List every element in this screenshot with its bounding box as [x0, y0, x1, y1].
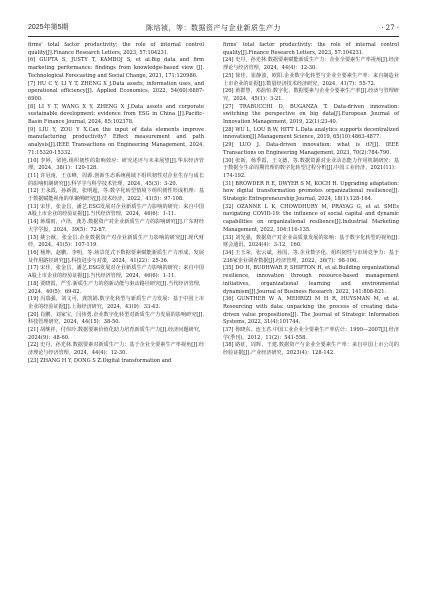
reference-entry: [32] OZANNE L K, CHOWDHURY M, PRAYAG G, et al. SMEs navigating COVID-19: the influence of social capital and dynamic capabilities on organizational resilience[J].Industrial Marketing Management, 2022, 104:116-135.: [223, 203, 399, 233]
running-header: [28, 22, 399, 34]
reference-entry: [31] BROWDER R E, DWYER S M, KOCH H. Upgrading adaptation: how digital transformation promotes organizational resilience[J]. Strategic Entrepreneurship Journal, 2024, 18(1):128-164.: [223, 180, 399, 203]
reference-entry: [20] 肖鹏，刘家宝，闫伟勇.企业数字化转型对新质生产力发展的影响研究[J].科技管理研究，2024，44(15)：38-50.: [28, 311, 204, 326]
reference-entry: [12] 王永霞，孙新波，张明超，等.数字化转型情境下组织韧性形成机理：基于数据赋能视角的单案例研究[J].技术经济，2022，41(5)：97-108.: [28, 188, 204, 203]
reference-entry: [16] 杨坤，赵鹏，李明，等.场景范式下数据要素赋能新质生产力形成、发展及作用路径研究[J].科技进步与对策，2024，41(22)：25-36.: [28, 249, 204, 264]
reference-entry: [30] 张新，杨季霞，王文德，等.数据资源对企业动态能力作用机制研究：基于数据全生命周期管理的数字化转型过程分析[J].中国工业经济，2021(11)：174-192.: [223, 157, 399, 179]
reference-entry: [19] 冯瑞强，刘文可，龚凯娟.数字化转型与新质生产力发展：基于中国上市企业的经验证据[J].上海经济研究，2024，43(9)：33-43.: [28, 296, 204, 310]
running-title: 陈培祯，等：数据资产与企业新质生产力: [146, 24, 281, 32]
reference-entry: [29] LUO J. Data-driven innovation: what is it?[J]. IEEE Transactions on Engineering Management, 2023, 70(2):784-790.: [223, 142, 399, 156]
header-rule: [28, 36, 399, 37]
reference-entry: [37] 鲁晓东，连玉君.中国工业企业全要素生产率估计：1999—2007[J].经济学(季刊)，2012，11(2)：541-558.: [223, 327, 399, 341]
reference-entry: firms' total factor productivity; the role of internal control quality[J].Finance Research Letters, 2023, 57:104231.: [28, 42, 204, 56]
reference-entry: [21] 胡继祥，付伟玲.数据要素价值化助力培育新质生产力[J].经济问题研究，2024(9)：48-60.: [28, 327, 204, 341]
reference-entry: [13] 宋佳，张金昌，潘艺.ESG发展对企业新质生产力影响的研究：来自中国A股上市企业的经验证据[J].当代经济管理，2024，46(6)：1-11.: [28, 203, 204, 218]
reference-entry: [26] 黄群慧，邓曲恒.数字化、数据要素与企业全要素生产率[J].经济与管理研究，2024，45(1)：3-21.: [223, 88, 399, 102]
reference-entry: [33] 刘光强，数据资产对企业高质量发展的影响：基于数字化转型的视角[J].财会通讯，2024(4)：3-12，160.: [223, 234, 399, 249]
reference-entry: [6] GUPTA S, JUSTY T, KAMBOJ S, et al.Big data and firm marketing performance: findings from knowledge-based view [J]. Technological Forecasting and Social Change, 2021, 171:120986.: [28, 57, 204, 79]
reference-entry: [34] 王玉荣，张云斌，孙国，等.企业数字化、组织韧性与市场竞争力：基于236家企业调查数据[J].经济管理，2022，36(7)：98-106.: [223, 249, 399, 264]
reference-entry: [35] DO H, BUDHWAR P, SHIPTON H, et al.Building organizational resilience, innovation through resource-based management initiatives, organizational learning and environmental dynamism[J].Journal of Business Research, 2022, 141:808-821.: [223, 265, 399, 295]
references-left-column: [28, 42, 204, 366]
reference-entry: [14] 蒋瑞雨，卢泽，龚芳.数据资产对企业新质生产力的影响研究[J].广东财经大学学报，2024，39(5)：72-87.: [28, 219, 204, 233]
reference-entry: [15] 姚公猷，张金昌.企业数据资产对企业新质生产力影响的研究[J].现代财经，2024，41(5)：107-119.: [28, 234, 204, 249]
references-right-column: [223, 42, 399, 358]
reference-entry: [25] 徐佳，崔静波，欧阳.企业数字化转型与企业全要素生产率：来自制造业上市企业的证据[J].数量经济技术经济研究，2024，41(7)：55-72.: [223, 72, 399, 87]
reference-entry: [8] LI Y T, WANG X Y, ZHENG X J.Data assets and corporate sustainable development: evidence from ESG in China [J].Pacific-Basin Finance Journal, 2024, 85:102378.: [28, 103, 204, 126]
reference-entry: [9] LIU Y, ZOU Y X.Can the input of data elements improve manufacturing productivity? Effect measurement and path analysis[J].IEEE Transactions on Engineering Management, 2024, 71:15320-15332.: [28, 126, 204, 156]
reference-entry: firms' total factor productivity: the role of internal control quality[J].Finance Research Letters, 2023, 57:104231.: [223, 42, 399, 56]
reference-entry: [7] HU C Y, LI Y T, ZHENG X J.Data assets, information uses, and operational efficiency[J]. Applied Economics, 2022, 54(60):6887-6900.: [28, 80, 204, 102]
reference-entry: [22] 史丹，孙光林.数据要素对新质生产力：基于企业全要素生产率视角[J].经济理论与经济管理，2024，44(4)：12-30.: [28, 342, 204, 357]
issue-label: 2025年第5期: [28, 24, 69, 31]
reference-entry: [24] 史丹，孙光林.数据要素赋能新质生产力：企业全要素生产率视角[J].经济理论与经济管理，2024，44(4)：12-30.: [223, 57, 399, 72]
reference-entry: [11] 许冠南，王彦峰，周源.创新生态系统视域下组织韧性对企业生存与成长的影响机制研究[J].科学学与科学技术管理，2024，45(3)：3-20.: [28, 172, 204, 187]
reference-entry: [23] ZHANG H Y, DONG S Z.Digital transformation and: [28, 357, 172, 364]
reference-entry: [17] 宋佳，张金昌，潘艺.ESG发展对企业新质生产力影响的研究：来自中国A股上市企业的经验证据[J].当代经济管理，2024，46(6)：1-11.: [28, 265, 204, 280]
reference-entry: [18] 贾晓霞，严雪.新质生产力的创新动能与驱动路径研究[J].当代经济管理，2024，40(5)：69-82.: [28, 280, 204, 295]
page-number: · 27 ·: [381, 24, 399, 32]
reference-entry: [36] GUNTHER W A, MEHRIZI M H R, HUYSMAN M, et al. Resourcing with data: unpacking the process of creating data-driven value propositions[J]. The Journal of Strategic Information Systems, 2022, 31(4):101744.: [223, 296, 399, 326]
reference-entry: [10] 李婷，梁艳.组织韧性的影响效应：研究述评与未来展望[J].华东经济管理，2024，38(1)：120-128.: [28, 157, 204, 172]
reference-entry: [38] 路征，周辉，王建.数据资产与企业全要素生产率：来自中国上市公司的经验证据[J].产业经济研究，2023(4)：128-142.: [223, 342, 399, 357]
reference-entry: [27] TRABUCCHI D, BUGANZA T. Data-driven innovation: switching the perspective on big data[J].European Journal of Innovation Management, 2019, 22(1):23-40.: [223, 103, 399, 126]
reference-entry: [28] WU L, LOU B W, HITT L.Data analytics supports decentralized innovation[J].Management Science, 2019, 65(10):4863-4877.: [223, 126, 399, 141]
